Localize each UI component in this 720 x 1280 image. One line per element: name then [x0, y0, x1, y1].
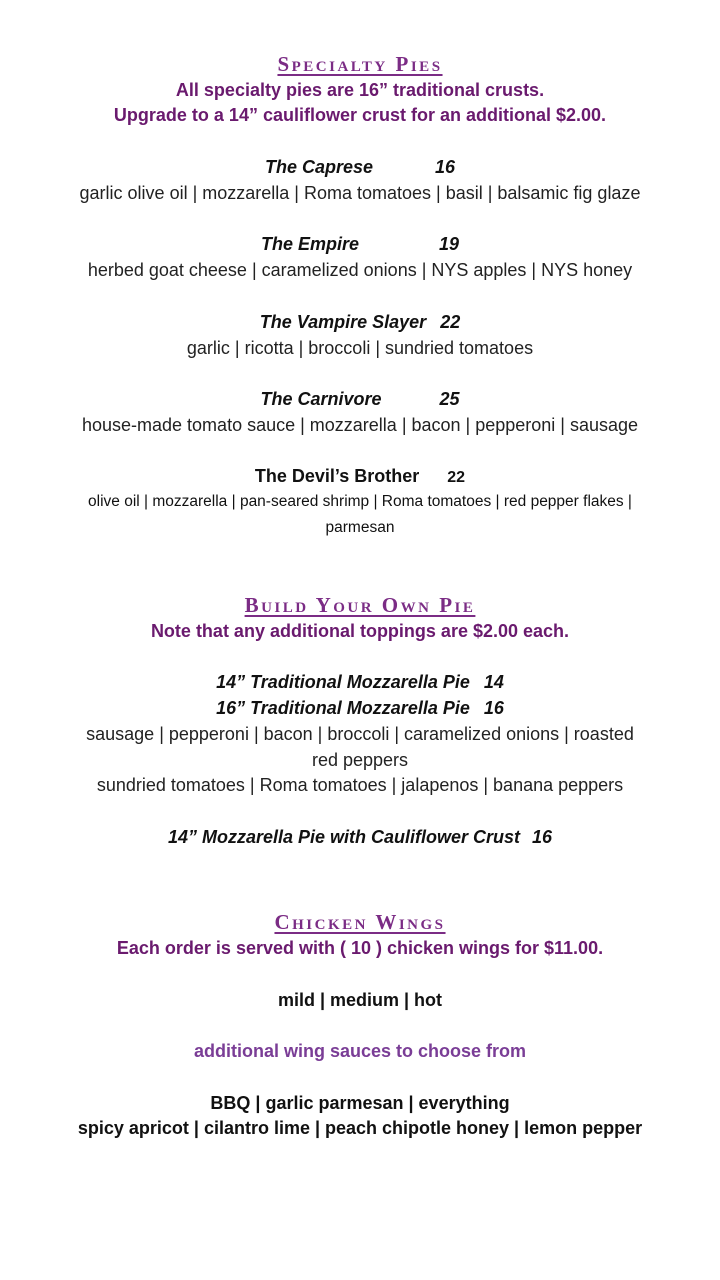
- item-description: garlic olive oil | mozzarella | Roma tomatoes | basil | balsamic fig glaze: [79, 183, 641, 203]
- wing-sauces-label: additional wing sauces to choose from: [193, 1041, 527, 1061]
- menu-item-16-traditional: [0, 695, 720, 721]
- item-price: 19: [439, 234, 460, 254]
- item-name: The Carnivore: [260, 389, 382, 409]
- item-price: 16: [435, 157, 456, 177]
- item-description: garlic | ricotta | broccoli | sundried tomatoes: [186, 338, 534, 358]
- menu-item-empire: [0, 231, 720, 257]
- specialty-pies-heading: Specialty Pies: [277, 52, 443, 76]
- menu-item-cauliflower-pie: [0, 824, 720, 850]
- build-your-own-heading: Build Your Own Pie: [244, 593, 476, 617]
- item-price: 16: [532, 827, 553, 847]
- menu-item-vampire-slayer: [0, 309, 720, 335]
- item-name: The Vampire Slayer: [259, 312, 427, 332]
- item-name: The Caprese: [264, 157, 373, 177]
- wing-sauces-list: BBQ | garlic parmesan | everything: [210, 1093, 510, 1113]
- wings-order-note: Each order is served with ( 10 ) chicken wings for $11.00.: [116, 938, 604, 958]
- toppings-note: Note that any additional toppings are $2.00 each.: [150, 621, 570, 641]
- toppings-list-continued: red peppers: [311, 750, 409, 770]
- wing-sauces-list-continued: spicy apricot | cilantro lime | peach chipotle honey | lemon pepper: [77, 1118, 643, 1138]
- item-description: house-made tomato sauce | mozzarella | bacon | pepperoni | sausage: [81, 415, 639, 435]
- menu-item-devils-brother: [0, 463, 720, 489]
- specialty-crust-note: All specialty pies are 16” traditional crusts.: [175, 80, 545, 100]
- item-name: The Devil’s Brother: [254, 466, 420, 486]
- item-name: The Empire: [260, 234, 359, 254]
- menu-item-caprese: [0, 154, 720, 180]
- chicken-wings-heading: Chicken Wings: [274, 910, 446, 934]
- wing-heat-levels: mild | medium | hot: [277, 990, 443, 1010]
- menu-item-14-traditional: [0, 669, 720, 695]
- toppings-list: sausage | pepperoni | bacon | broccoli | caramelized onions | roasted: [86, 724, 634, 744]
- menu-item-carnivore: [0, 386, 720, 412]
- toppings-list-more: sundried tomatoes | Roma tomatoes | jalapenos | banana peppers: [96, 775, 624, 795]
- item-price: 22: [440, 312, 461, 332]
- item-price: 16: [483, 698, 504, 718]
- item-price: 14: [483, 672, 504, 692]
- item-description-continued: parmesan: [325, 519, 395, 536]
- item-name: 14” Traditional Mozzarella Pie: [216, 672, 470, 692]
- item-description: herbed goat cheese | caramelized onions | NYS apples | NYS honey: [87, 260, 633, 280]
- item-price: 22: [447, 469, 466, 486]
- specialty-upgrade-note: Upgrade to a 14” cauliflower crust for an additional $2.00.: [113, 105, 607, 125]
- item-description: olive oil | mozzarella | pan-seared shrimp | Roma tomatoes | red pepper flakes |: [88, 493, 632, 510]
- item-name: 16” Traditional Mozzarella Pie: [216, 698, 470, 718]
- item-price: 25: [439, 389, 460, 409]
- item-name: 14” Mozzarella Pie with Cauliflower Crust: [167, 827, 521, 847]
